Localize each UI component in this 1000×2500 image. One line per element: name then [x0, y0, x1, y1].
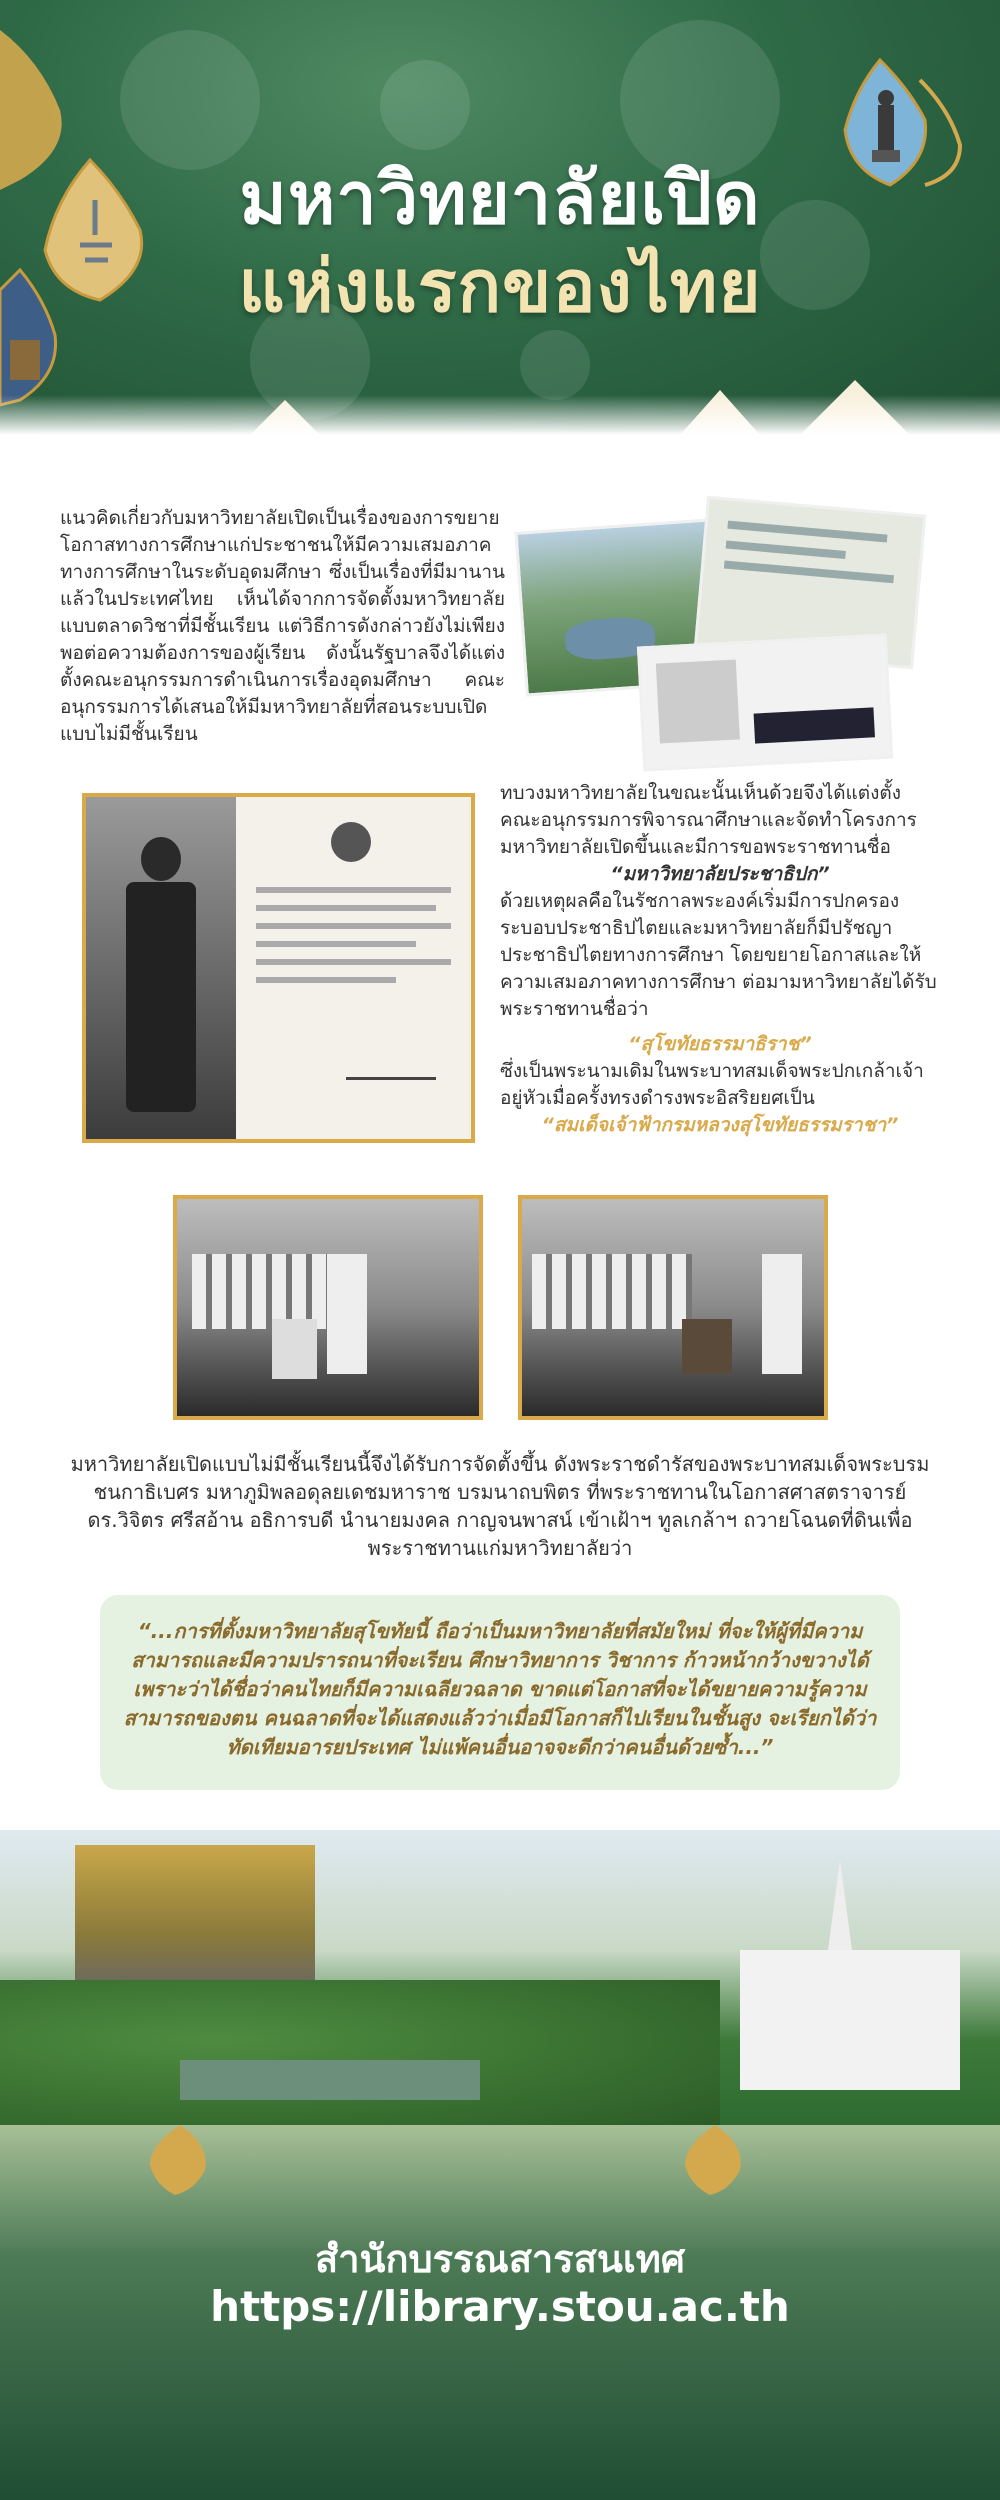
ceremony-attendees: [532, 1254, 692, 1329]
royal-speech-quote: “...การที่ตั้งมหาวิทยาลัยสุโขทัยนี้ ถือว่าเป็นมหาวิทยาลัยที่สมัยใหม่ ที่จะให้ผู้ที่มีความสามารถและมีความปรารถนาที่จะเรียน ศึกษาวิทยาการ วิชาการ ก้าวหน้ากว้างขวางได้ เพราะว่าได้ชื่อว่าคนไทยก็มีความเฉลียวฉลาด ขาดแต่โอกาสที่จะได้ขยายความรู้ความสามารถของตน คนฉลาดที่จะได้แสดงแล้วว่าเมื่อมีโอกาสก็ไปเรียนในชั้นสูง จะเรียกได้ว่าทัดเทียมอารยประเทศ ไม่แพ้คนอื่นอาจจะดีกว่าคนอื่นด้วยซ้ำ...”: [123, 1619, 877, 1759]
document-photo-2: [637, 634, 893, 772]
ceremony-figure: [762, 1254, 802, 1374]
university-name-prajadhipok: “มหาวิทยาลัยประชาธิปก”: [610, 863, 830, 885]
page-title-line1: มหาวิทยาลัยเปิด: [239, 156, 761, 240]
letter-line: [256, 905, 436, 911]
newspaper-headline: [754, 707, 875, 743]
ceremony-figure: [327, 1254, 367, 1374]
pond: [180, 2060, 480, 2100]
kneeling-figure: [272, 1319, 317, 1379]
king-portrait-photo: [82, 793, 475, 1143]
signature-mark: [346, 1057, 436, 1080]
royal-title-name: “สมเด็จเจ้าฟ้ากรมหลวงสุโขทัยธรรมราชา”: [541, 1114, 899, 1136]
letter-line: [256, 887, 451, 893]
history-text: [500, 780, 940, 1139]
garuda-emblem-icon: [331, 822, 371, 862]
campus-panorama: [0, 1830, 1000, 2130]
portrait-body: [126, 882, 196, 1112]
library-name: สำนักบรรณสารสนเทศ: [315, 2237, 685, 2281]
portrait-area: [86, 797, 236, 1139]
footer-ornament: [0, 2115, 1000, 2195]
letter-line: [256, 923, 451, 929]
letter-line: [256, 977, 396, 983]
newspaper-column: [656, 659, 740, 743]
ceremony-photo-2: [518, 1195, 828, 1420]
letter-line: [256, 959, 451, 965]
ceremony-attendees: [192, 1254, 332, 1329]
university-name-sukhothai: “สุโขทัยธรรมาธิราช”: [628, 1033, 812, 1055]
intro-paragraph: แนวคิดเกี่ยวกับมหาวิทยาลัยเปิดเป็นเรื่องของการขยายโอกาสทางการศึกษาแก่ประชาชนให้มีความเสมอภาคทางการศึกษาในระดับอุดมศึกษา ซึ่งเป็นเรื่องที่มีมานานแล้วในประเทศไทย เห็นได้จากการจัดตั้งมหาวิทยาลัยแบบตลาดวิชาที่มีชั้นเรียน แต่วิธีการดังกล่าวยังไม่เพียงพอต่อความต้องการของผู้เรียน ดังนั้นรัฐบาลจึงได้แต่งตั้งคณะอนุกรรมการดำเนินการเรื่องอุดมศึกษา คณะอนุกรรมการได้เสนอให้มีมหาวิทยาลัยที่สอนระบบเปิดแบบไม่มีชั้นเรียน: [60, 507, 505, 745]
portrait-head: [141, 837, 181, 881]
white-hall-building: [740, 1950, 960, 2090]
document-line: [724, 560, 894, 583]
page-title-line2: แห่งแรกของไทย: [238, 244, 762, 328]
trees: [0, 1980, 720, 2130]
banner-fade: [0, 395, 1000, 435]
document-line: [727, 521, 887, 543]
letter-line: [256, 941, 416, 947]
history-para-1: ทบวงมหาวิทยาลัยในขณะนั้นเห็นด้วยจึงได้แต่งตั้งคณะอนุกรรมการพิจารณาศึกษาและจัดทำโครงการมหาวิทยาลัยเปิดขึ้นและมีการขอพระราชทานชื่อ: [500, 782, 917, 858]
history-para-3: ซึ่งเป็นพระนามเดิมในพระบาทสมเด็จพระปกเกล้าเจ้าอยู่หัวเมื่อครั้งทรงดำรงพระอิสริยยศเป็น: [500, 1060, 924, 1109]
royal-speech-quote-box: [100, 1595, 900, 1790]
library-building: [75, 1845, 315, 1995]
history-para-2: ด้วยเหตุผลคือในรัชกาลพระองค์เริ่มมีการปกครองระบอบประชาธิปไตยและมหาวิทยาลัยก็มีปรัชญาประชาธิปไตยทางการศึกษา โดยขยายโอกาสและให้ความเสมอภาคทางการศึกษา ต่อมามหาวิทยาลัยได้รับพระราชทานชื่อว่า: [500, 890, 937, 1020]
ceremony-photo-1: [173, 1195, 483, 1420]
header-banner: [0, 0, 1000, 435]
royal-letter: [236, 797, 471, 1139]
document-line: [726, 541, 846, 559]
establishment-text: มหาวิทยาลัยเปิดแบบไม่มีชั้นเรียนนี้จึงได้รับการจัดตั้งขึ้น ดังพระราชดำรัสของพระบาทสมเด็จพระบรมชนกาธิเบศร มหาภูมิพลอดุลยเดชมหาราช บรมนาถบพิตร ที่พระราชทานในโอกาสศาสตราจารย์ ดร.วิจิตร ศรีสอ้าน อธิการบดี นำนายมงคล กาญจนพาสน์ เข้าเฝ้าฯ ทูลเกล้าฯ ถวายโฉนดที่ดินเพื่อพระราชทานแก่มหาวิทยาลัยว่า: [70, 1452, 930, 1560]
kneeling-figure: [682, 1319, 732, 1374]
library-url[interactable]: https://library.stou.ac.th: [210, 2282, 790, 2331]
